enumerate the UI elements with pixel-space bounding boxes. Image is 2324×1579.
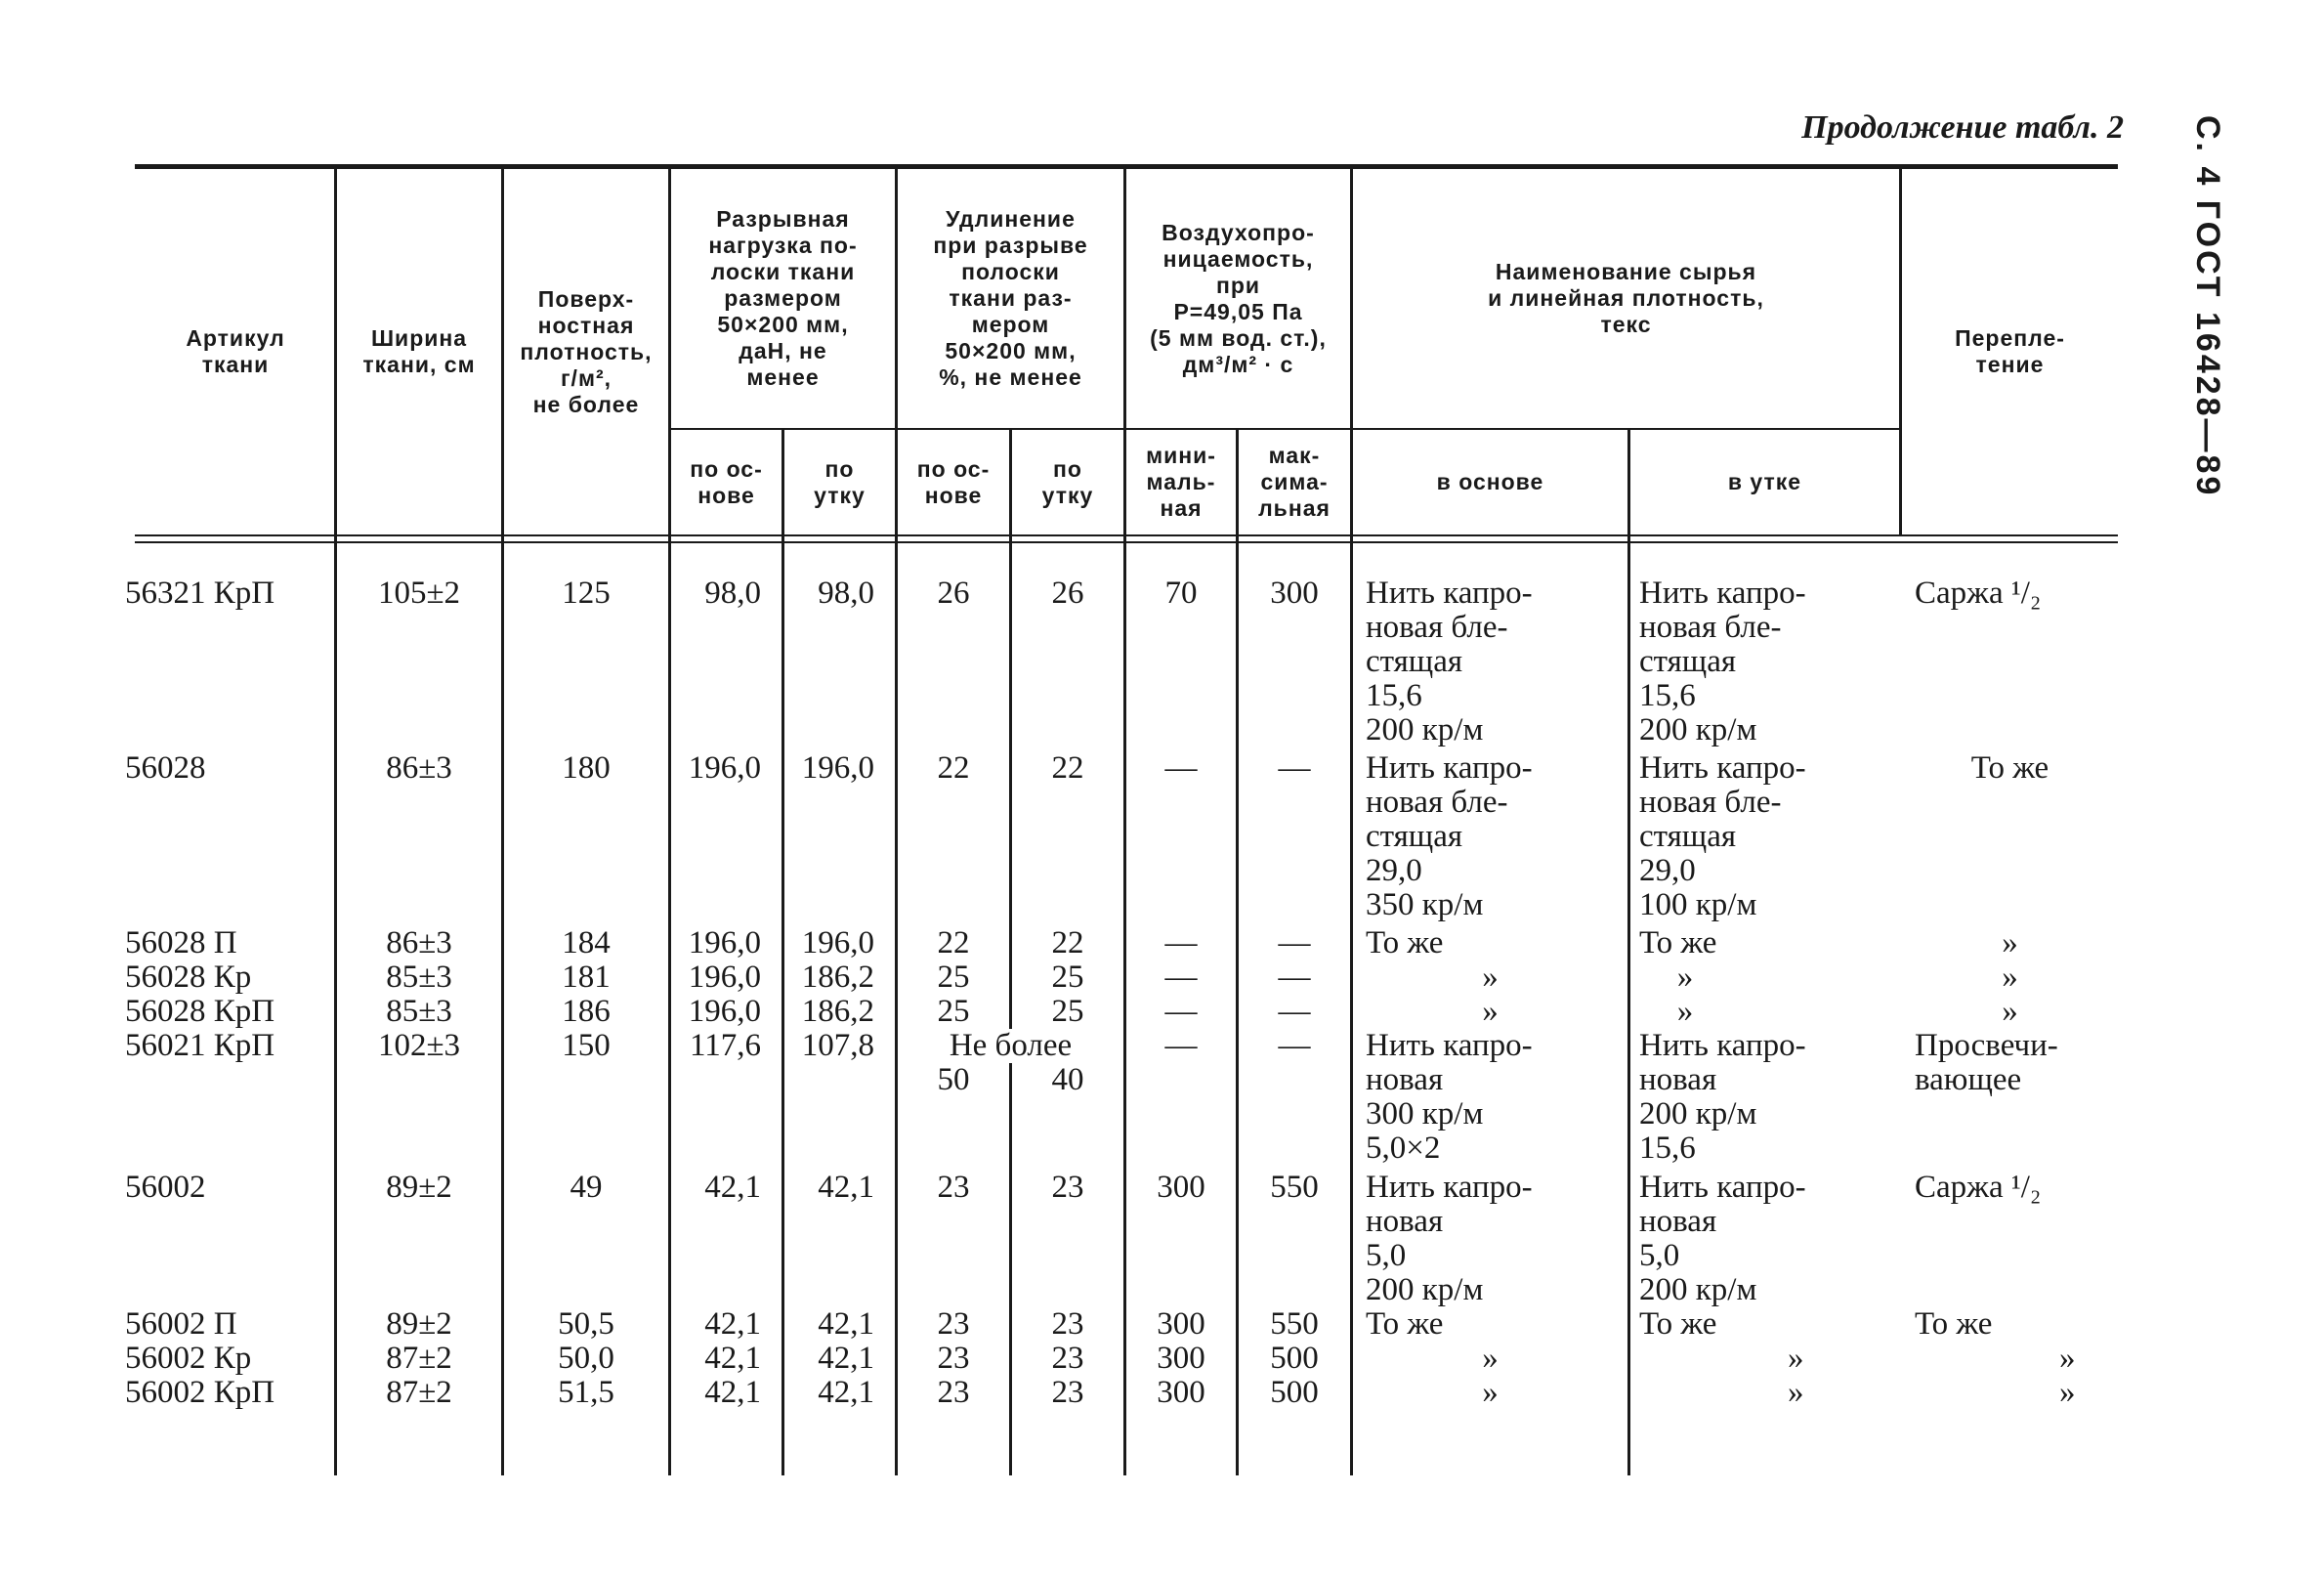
cell-air-max: — — [1278, 750, 1311, 786]
column-divider — [1627, 430, 1630, 1475]
cell-density: 125 — [562, 576, 611, 611]
cell-density: 50,0 — [558, 1341, 614, 1376]
cell-article: 56321 КрП — [125, 576, 275, 611]
cell-elong-weft: 25 — [1051, 994, 1084, 1029]
cell-density: 51,5 — [558, 1375, 614, 1410]
cell-elong-weft: 23 — [1051, 1341, 1084, 1376]
cell-load-warp: 117,6 — [689, 1028, 761, 1063]
cell-elong-weft: 23 — [1051, 1375, 1084, 1410]
cell-material-warp: Нить капро- новая 5,0 200 кр/м — [1366, 1170, 1533, 1307]
cell-density: 184 — [562, 925, 611, 960]
cell-air-max: — — [1278, 994, 1311, 1029]
cell-material-weft: » — [1788, 1341, 1804, 1376]
cell-material-warp: » — [1482, 994, 1499, 1029]
cell-width: 89±2 — [386, 1170, 452, 1205]
cell-width: 86±3 — [386, 925, 452, 960]
cell-air-max: — — [1278, 960, 1311, 995]
cell-material-warp: То же — [1366, 925, 1444, 960]
cell-elong-warp: 23 — [937, 1341, 970, 1376]
cell-material-weft: » — [1676, 994, 1694, 1029]
cell-elong-warp: 23 — [937, 1375, 970, 1410]
cell-weave: » — [2059, 1341, 2076, 1376]
cell-density: 181 — [562, 960, 611, 995]
cell-article: 56002 П — [125, 1306, 237, 1342]
cell-article: 56028 — [125, 750, 206, 786]
document-side-label: С. 4 ГОСТ 16428—89 — [2189, 115, 2226, 498]
cell-weave: » — [2002, 994, 2018, 1029]
cell-load-warp: 42,1 — [704, 1306, 761, 1342]
cell-elong-weft: 23 — [1051, 1306, 1084, 1342]
cell-air-max: 550 — [1270, 1170, 1319, 1205]
cell-elong-weft: 26 — [1051, 576, 1084, 611]
cell-material-weft: То же — [1639, 925, 1717, 960]
cell-density: 150 — [562, 1028, 611, 1063]
cell-material-weft: Нить капро- новая бле- стящая 29,0 100 кр/м — [1639, 750, 1806, 922]
cell-air-max: 500 — [1270, 1341, 1319, 1376]
cell-elong-note: Не более — [898, 1029, 1123, 1063]
header-material: Наименование сырья и линейная плотность, текс — [1488, 259, 1764, 337]
cell-material-weft: » — [1788, 1375, 1804, 1410]
cell-density: 49 — [570, 1170, 603, 1205]
cell-load-warp: 196,0 — [688, 994, 761, 1029]
cell-weave: » — [2002, 925, 2018, 960]
cell-article: 56002 КрП — [125, 1375, 275, 1410]
cell-weave: » — [2059, 1375, 2076, 1410]
cell-air-min: — — [1164, 925, 1198, 960]
cell-article: 56002 — [125, 1170, 206, 1205]
subheader-elong-weft: по утку — [1041, 455, 1094, 508]
cell-air-min: — — [1164, 994, 1198, 1029]
table-continuation-caption: Продолжение табл. 2 — [1801, 109, 2124, 146]
cell-weave: Саржа ¹/₂ — [1915, 576, 2042, 611]
cell-load-weft: 196,0 — [801, 750, 874, 786]
cell-load-warp: 98,0 — [704, 576, 761, 611]
header-bottom-rule-2 — [135, 541, 2118, 543]
cell-load-warp: 196,0 — [688, 750, 761, 786]
subheader-load-weft: по утку — [814, 455, 866, 508]
cell-article: 56002 Кр — [125, 1341, 252, 1376]
cell-weave: Саржа ¹/₂ — [1915, 1170, 2042, 1205]
cell-air-min: 300 — [1157, 1341, 1205, 1376]
cell-elong-weft: 22 — [1051, 750, 1084, 786]
cell-elong-warp: 22 — [937, 750, 970, 786]
subheader-in-weft: в утке — [1727, 469, 1802, 494]
cell-elong-warp: 23 — [937, 1306, 970, 1342]
cell-elong-weft: 25 — [1051, 960, 1084, 995]
cell-elong-warp: 25 — [937, 960, 970, 995]
cell-load-weft: 186,2 — [801, 994, 874, 1029]
cell-air-max: — — [1278, 925, 1311, 960]
cell-weave: Просвечи- вающее — [1915, 1028, 2058, 1097]
header-air-permeability: Воздухопро- ницаемость, при P=49,05 Па (5 мм вод. ст.), дм³/м² · с — [1150, 219, 1327, 377]
cell-width: 85±3 — [386, 960, 452, 995]
cell-width: 105±2 — [377, 576, 461, 611]
subheader-load-warp: по ос- нове — [690, 455, 763, 508]
cell-width: 89±2 — [386, 1306, 452, 1342]
cell-air-max: 550 — [1270, 1306, 1319, 1342]
cell-load-warp: 196,0 — [688, 925, 761, 960]
subheader-air-min: мини- маль- ная — [1146, 443, 1216, 521]
cell-air-min: 300 — [1157, 1375, 1205, 1410]
cell-width: 87±2 — [386, 1341, 452, 1376]
cell-elong-warp: 23 — [937, 1170, 970, 1205]
cell-load-weft: 42,1 — [818, 1341, 874, 1376]
cell-load-warp: 42,1 — [704, 1341, 761, 1376]
cell-load-weft: 42,1 — [818, 1170, 874, 1205]
cell-weave: » — [2002, 960, 2018, 995]
cell-air-min: — — [1164, 960, 1198, 995]
cell-material-warp: Нить капро- новая бле- стящая 15,6 200 кр/м — [1366, 576, 1533, 747]
header-weave: Перепле- тение — [1955, 325, 2065, 377]
header-elongation: Удлинение при разрыве полоски ткани раз- мером 50×200 мм, %, не менее — [933, 206, 1088, 390]
cell-elong-weft: 23 — [1051, 1170, 1084, 1205]
cell-load-weft: 186,2 — [801, 960, 874, 995]
subheader-air-max: мак- сима- льная — [1258, 443, 1331, 521]
header-breaking-load: Разрывная нагрузка по- лоски ткани размером 50×200 мм, даН, не менее — [708, 206, 858, 390]
cell-air-min: 70 — [1164, 576, 1198, 611]
cell-elong-weft: 40 — [1051, 1062, 1084, 1097]
cell-elong-warp: 25 — [937, 994, 970, 1029]
header-density: Поверх- ностная плотность, г/м², не более — [520, 285, 653, 417]
cell-material-warp: » — [1482, 1375, 1499, 1410]
header-width: Ширина ткани, см — [362, 325, 476, 377]
cell-load-warp: 42,1 — [704, 1375, 761, 1410]
cell-air-max: 500 — [1270, 1375, 1319, 1410]
cell-article: 56028 КрП — [125, 994, 275, 1029]
cell-air-min: — — [1164, 750, 1198, 786]
cell-air-max: 300 — [1270, 576, 1319, 611]
cell-material-warp: Нить капро- новая бле- стящая 29,0 350 кр/м — [1366, 750, 1533, 922]
cell-weave: То же — [1970, 750, 2049, 786]
cell-width: 86±3 — [386, 750, 452, 786]
cell-width: 87±2 — [386, 1375, 452, 1410]
cell-article: 56021 КрП — [125, 1028, 275, 1063]
cell-density: 50,5 — [558, 1306, 614, 1342]
cell-air-min: — — [1164, 1028, 1198, 1063]
cell-material-weft: То же — [1639, 1306, 1717, 1342]
cell-air-max: — — [1278, 1028, 1311, 1063]
cell-elong-warp: 22 — [937, 925, 970, 960]
cell-load-warp: 42,1 — [704, 1170, 761, 1205]
cell-material-warp: » — [1482, 960, 1499, 995]
header-bottom-rule — [135, 534, 2118, 536]
cell-elong-warp: 26 — [937, 576, 970, 611]
cell-article: 56028 П — [125, 925, 237, 960]
cell-density: 186 — [562, 994, 611, 1029]
cell-material-weft: Нить капро- новая 5,0 200 кр/м — [1639, 1170, 1806, 1307]
cell-load-weft: 42,1 — [818, 1306, 874, 1342]
cell-width: 102±3 — [377, 1028, 461, 1063]
cell-material-weft: Нить капро- новая бле- стящая 15,6 200 кр/м — [1639, 576, 1806, 747]
cell-article: 56028 Кр — [125, 960, 252, 995]
cell-load-weft: 196,0 — [801, 925, 874, 960]
cell-weave: То же — [1915, 1306, 1993, 1342]
cell-air-min: 300 — [1157, 1170, 1205, 1205]
cell-material-warp: » — [1482, 1341, 1499, 1376]
cell-load-warp: 196,0 — [688, 960, 761, 995]
header-article: Артикул ткани — [186, 325, 285, 377]
cell-density: 180 — [562, 750, 611, 786]
cell-load-weft: 42,1 — [818, 1375, 874, 1410]
cell-air-min: 300 — [1157, 1306, 1205, 1342]
cell-elong-weft: 22 — [1051, 925, 1084, 960]
subheader-elong-warp: по ос- нове — [916, 455, 991, 508]
cell-material-weft: Нить капро- новая 200 кр/м 15,6 — [1639, 1028, 1806, 1166]
cell-load-weft: 107,8 — [801, 1028, 874, 1063]
cell-material-warp: То же — [1366, 1306, 1444, 1342]
subheader-in-warp: в основе — [1436, 469, 1544, 494]
cell-material-warp: Нить капро- новая 300 кр/м 5,0×2 — [1366, 1028, 1533, 1166]
cell-load-weft: 98,0 — [818, 576, 874, 611]
cell-material-weft: » — [1676, 960, 1694, 995]
cell-width: 85±3 — [386, 994, 452, 1029]
cell-elong-warp: 50 — [937, 1062, 970, 1097]
